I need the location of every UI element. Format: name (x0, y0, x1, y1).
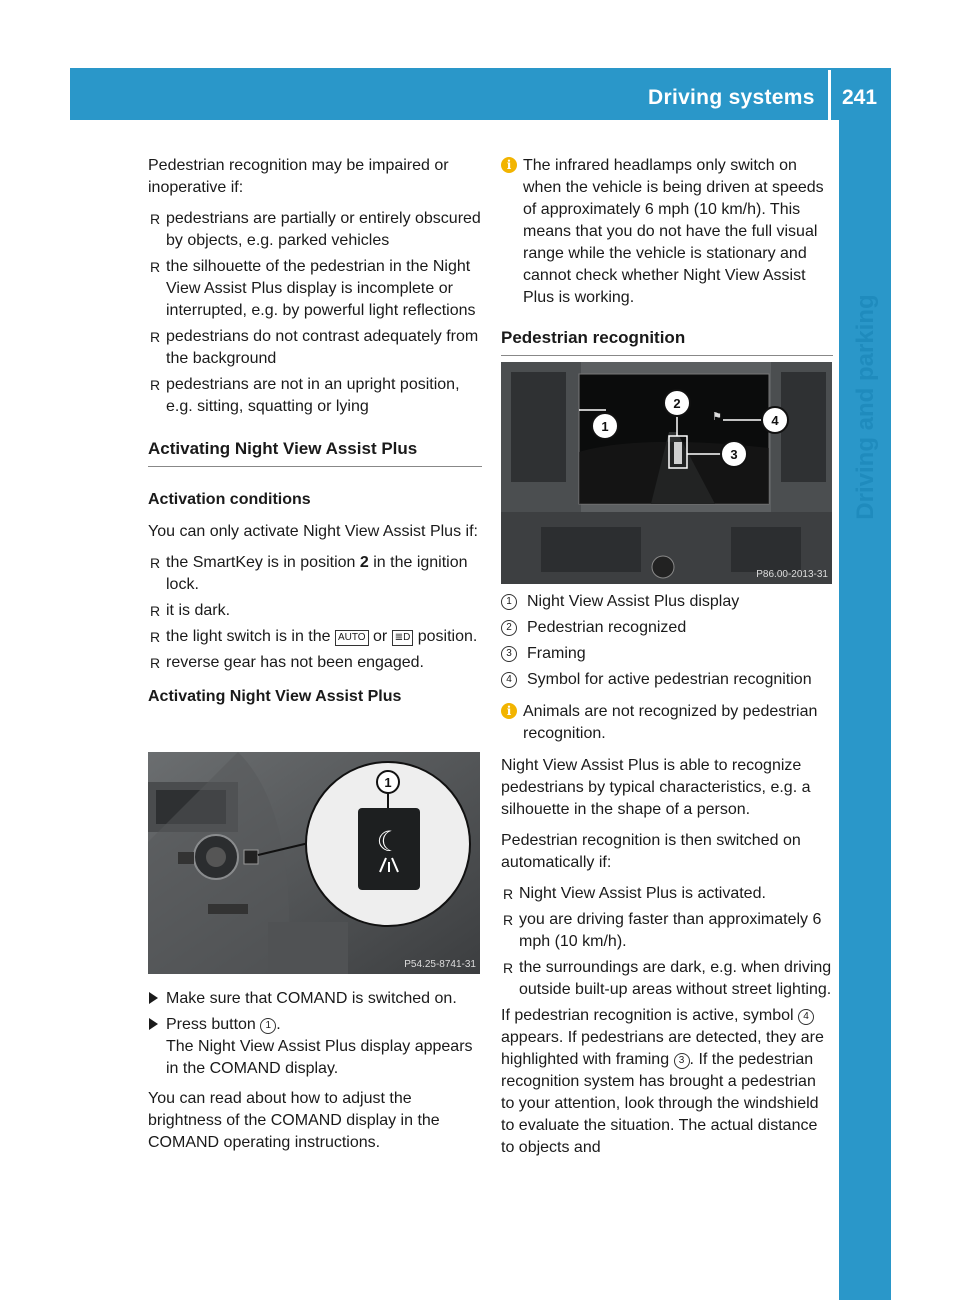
bullet-icon: R (150, 377, 161, 393)
subheading: Activation conditions (148, 491, 311, 508)
intro-text: Pedestrian recognition may be impaired or inoperative if: (148, 157, 449, 196)
left-column-steps (148, 988, 482, 1163)
paragraph: Night View Assist Plus is able to recognize pedestrians by typical characteristics, e.g. a silhouette in the shape of a person. (501, 757, 811, 818)
page-number: 241 (842, 86, 878, 109)
list-item: R the SmartKey is in position 2 in the ignition lock. (150, 554, 468, 593)
svg-text:1: 1 (601, 419, 609, 434)
legend-item: 4 Symbol for active pedestrian recognition (501, 669, 833, 691)
list-item: R pedestrians are not in an upright position, e.g. sitting, squatting or lying (150, 376, 460, 415)
paragraph: You can read about how to adjust the brightness of the COMAND display in the COMAND operating instructions. (148, 1090, 440, 1151)
figure-code: P86.00-2013-31 (756, 569, 828, 580)
list-item: R you are driving faster than approximately 6 mph (10 km/h). (503, 911, 822, 950)
step-arrow-icon (149, 1018, 158, 1030)
bullet-icon: R (503, 912, 514, 928)
subheading: Activating Night View Assist Plus (148, 688, 402, 705)
night-view-illustration (501, 362, 832, 584)
bullet-icon: R (503, 960, 514, 976)
callout-number: 4 (798, 1009, 814, 1025)
bullet-icon: R (150, 655, 161, 671)
dashboard-illustration (148, 752, 480, 974)
list-item: R reverse gear has not been engaged. (148, 652, 482, 674)
list-item: R pedestrians are partially or entirely obscured by objects, e.g. parked vehicles (150, 210, 481, 249)
left-column (148, 155, 482, 718)
page-title: Driving systems (648, 86, 815, 109)
step-item: Make sure that COMAND is switched on. (148, 988, 482, 1010)
list-item: R Night View Assist Plus is activated. (501, 883, 833, 905)
side-tab-label: Driving and parking (852, 294, 879, 520)
figure-code: P54.25-8741-31 (404, 959, 476, 970)
low-beam-icon: ≣D (392, 630, 414, 646)
callout-number: 1 (501, 594, 517, 610)
svg-text:4: 4 (771, 413, 779, 428)
section-heading: Pedestrian recognition (501, 327, 833, 356)
info-note: i The infrared headlamps only switch on when the vehicle is being driven at speeds of approximately 6 mph (10 km/h). This means that you do not have the full visual range while the vehicle is stationary and cannot check whether Night View Assist Plus is working. (501, 155, 833, 309)
dashboard-figure (148, 752, 480, 974)
conditions-intro: You can only activate Night View Assist Plus if: (148, 523, 478, 540)
info-icon: i (501, 157, 517, 173)
section-heading: Activating Night View Assist Plus (148, 438, 482, 467)
step-item: Press button 1 . The Night View Assist Plus display appears in the COMAND display. (148, 1014, 482, 1080)
paragraph: If pedestrian recognition is active, symbol 4 appears. If pedestrians are detected, they are highlighted with framing 3 . If the pedestrian recognition system has brought a pedestrian to your attention, look through the windshield to evaluate the situation. The actual distance to objects and (501, 1007, 824, 1156)
callout-number: 1 (260, 1018, 276, 1034)
svg-text:☾: ☾ (376, 825, 402, 858)
callout-number: 2 (501, 620, 517, 636)
callout-number: 3 (674, 1053, 690, 1069)
list-item: R it is dark. (148, 600, 482, 622)
bullet-icon: R (150, 629, 161, 645)
paragraph: Pedestrian recognition is then switched on automatically if: (501, 832, 801, 871)
comand-display-figure (501, 362, 832, 584)
info-icon: i (501, 703, 517, 719)
legend-item: 1 Night View Assist Plus display (501, 591, 833, 613)
list-item: R pedestrians do not contrast adequately from the background (150, 328, 479, 367)
legend-item: 3 Framing (501, 643, 833, 665)
auto-light-icon: AUTO (335, 630, 369, 646)
list-item: R the surroundings are dark, e.g. when driving outside built-up areas without street lighting. (503, 959, 832, 998)
right-column (501, 155, 833, 374)
bullet-icon: R (150, 259, 161, 275)
list-item: R the light switch is in the AUTO or ≣D position. (148, 626, 482, 648)
svg-text:⚑: ⚑ (712, 410, 722, 423)
step-arrow-icon (149, 992, 158, 1004)
header-divider (828, 70, 831, 120)
svg-text:1: 1 (384, 775, 392, 790)
callout-number: 4 (501, 672, 517, 688)
svg-text:3: 3 (730, 447, 738, 462)
right-column-legend (501, 591, 833, 1168)
svg-text:2: 2 (673, 396, 681, 411)
bullet-icon: R (503, 886, 514, 902)
side-tab (836, 252, 896, 562)
info-note: i Animals are not recognized by pedestrian recognition. (501, 701, 833, 745)
bullet-icon: R (150, 603, 161, 619)
callout-number: 3 (501, 646, 517, 662)
list-item: R the silhouette of the pedestrian in the Night View Assist Plus display is incomplete or interrupted, e.g. by powerful light reflections (150, 258, 476, 319)
legend-item: 2 Pedestrian recognized (501, 617, 833, 639)
bullet-icon: R (150, 555, 161, 571)
bullet-icon: R (150, 211, 161, 227)
bullet-icon: R (150, 329, 161, 345)
